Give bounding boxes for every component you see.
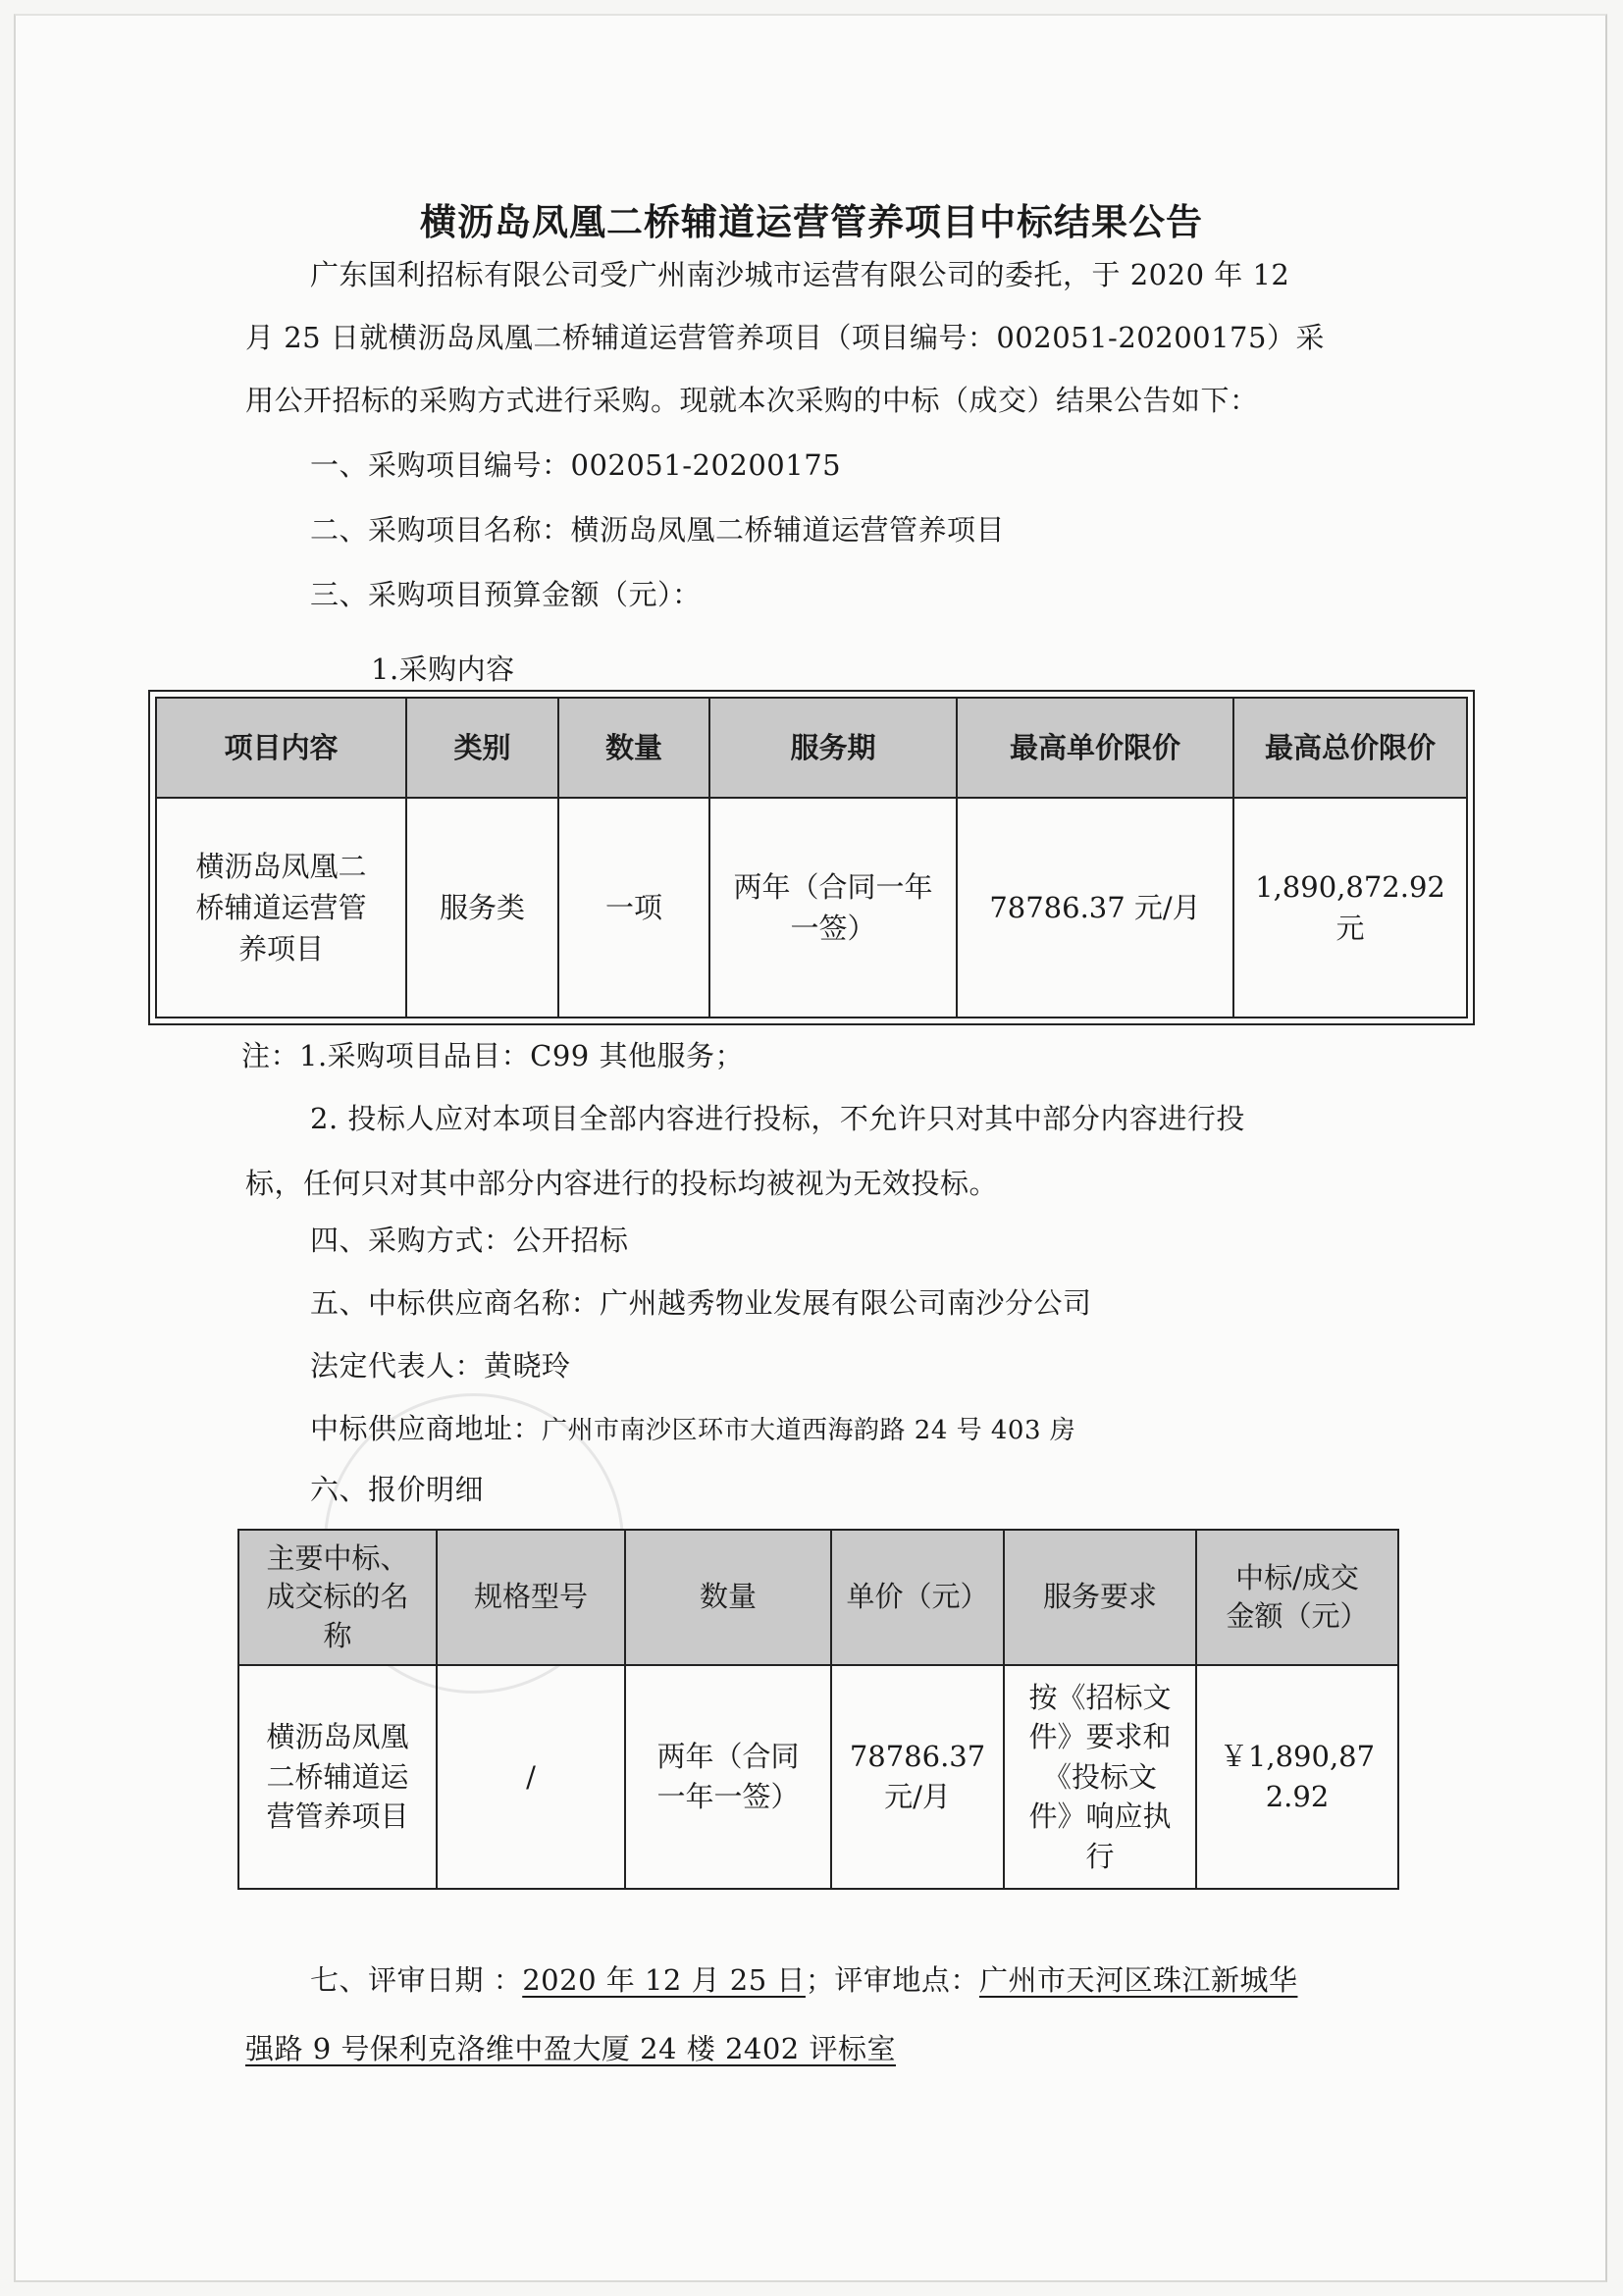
document-title: 横沥岛凤凰二桥辅道运营管养项目中标结果公告 [420, 201, 1203, 243]
section-supplier: 五、中标供应商名称：广州越秀物业发展有限公司南沙分公司 [310, 1286, 1092, 1320]
cell-spec: / [437, 1665, 625, 1889]
price-detail-table [237, 1529, 1399, 1890]
header-amount: 中标/成交 金额（元） [1196, 1530, 1398, 1665]
cell-item: 横沥岛凤凰二 桥辅道运营管 养项目 [156, 798, 406, 1018]
table-row [156, 798, 1467, 1018]
section-review [310, 1958, 1297, 1999]
cell-quantity: 一项 [558, 798, 709, 1018]
header-unit-price: 最高单价限价 [957, 698, 1233, 798]
review-place-label: ；评审地点： [805, 1963, 979, 1997]
review-date: 2020 年 12 月 25 日 [522, 1963, 806, 1997]
cell-name: 横沥岛凤凰 二桥辅道运 营管养项目 [238, 1665, 437, 1889]
header-quantity: 数量 [558, 698, 709, 798]
procurement-content-table [155, 697, 1468, 1018]
review-place-1: 广州市天河区珠江新城华 [978, 1963, 1298, 1997]
note-1: 注：1.采购项目品目：C99 其他服务； [241, 1039, 744, 1072]
review-place-2: 强路 9 号保利克洛维中盈大厦 24 楼 2402 评标室 [245, 2032, 896, 2065]
header-item: 项目内容 [156, 698, 406, 798]
address-value: 广州市南沙区环市大道西海韵路 24 号 403 房 [542, 1416, 1076, 1445]
note-2-line-1: 2. 投标人应对本项目全部内容进行投标，不允许只对其中部分内容进行投 [310, 1102, 1245, 1135]
cell-period: 两年（合同一年 一签） [709, 798, 957, 1018]
header-spec: 规格型号 [437, 1530, 625, 1665]
table-header-row [238, 1530, 1398, 1665]
header-period: 服务期 [709, 698, 957, 798]
header-name: 主要中标、 成交标的名 称 [238, 1530, 437, 1665]
cell-category: 服务类 [406, 798, 558, 1018]
review-label: 七、评审日期 ： [310, 1963, 523, 1997]
supplier-address [310, 1407, 1075, 1447]
table-row [238, 1665, 1398, 1889]
header-unit-price: 单价（元） [831, 1530, 1004, 1665]
cell-quantity: 两年（合同 一年一签） [625, 1665, 831, 1889]
intro-line-2: 月 25 日就横沥岛凤凰二桥辅道运营管养项目（项目编号：002051-20200175）采 [245, 321, 1325, 354]
cell-total-price: 1,890,872.92 元 [1233, 798, 1467, 1018]
intro-line-3: 用公开招标的采购方式进行采购。现就本次采购的中标（成交）结果公告如下： [245, 384, 1259, 417]
note-2-line-2: 标，任何只对其中部分内容进行的投标均被视为无效投标。 [245, 1167, 999, 1200]
section-budget: 三、采购项目预算金额（元）： [310, 578, 702, 611]
header-service: 服务要求 [1004, 1530, 1196, 1665]
legal-representative: 法定代表人：黄晓玲 [310, 1349, 571, 1383]
header-category: 类别 [406, 698, 558, 798]
section-project-number: 一、采购项目编号：002051-20200175 [310, 448, 842, 482]
section-method: 四、采购方式：公开招标 [310, 1224, 629, 1257]
header-quantity: 数量 [625, 1530, 831, 1665]
header-total-price: 最高总价限价 [1233, 698, 1467, 798]
cell-unit-price: 78786.37 元/月 [831, 1665, 1004, 1889]
address-label: 中标供应商地址： [310, 1412, 543, 1445]
cell-amount: ￥1,890,87 2.92 [1196, 1665, 1398, 1889]
table-header-row [156, 698, 1467, 798]
cell-service: 按《招标文 件》要求和 《投标文 件》响应执 行 [1004, 1665, 1196, 1889]
intro-line-1: 广东国利招标有限公司受广州南沙城市运营有限公司的委托，于 2020 年 12 [310, 258, 1290, 291]
section-price-details: 六、报价明细 [310, 1473, 485, 1506]
section-budget-sub: 1.采购内容 [371, 652, 515, 686]
section-project-name: 二、采购项目名称：横沥岛凤凰二桥辅道运营管养项目 [310, 513, 1006, 547]
cell-unit-price: 78786.37 元/月 [957, 798, 1233, 1018]
